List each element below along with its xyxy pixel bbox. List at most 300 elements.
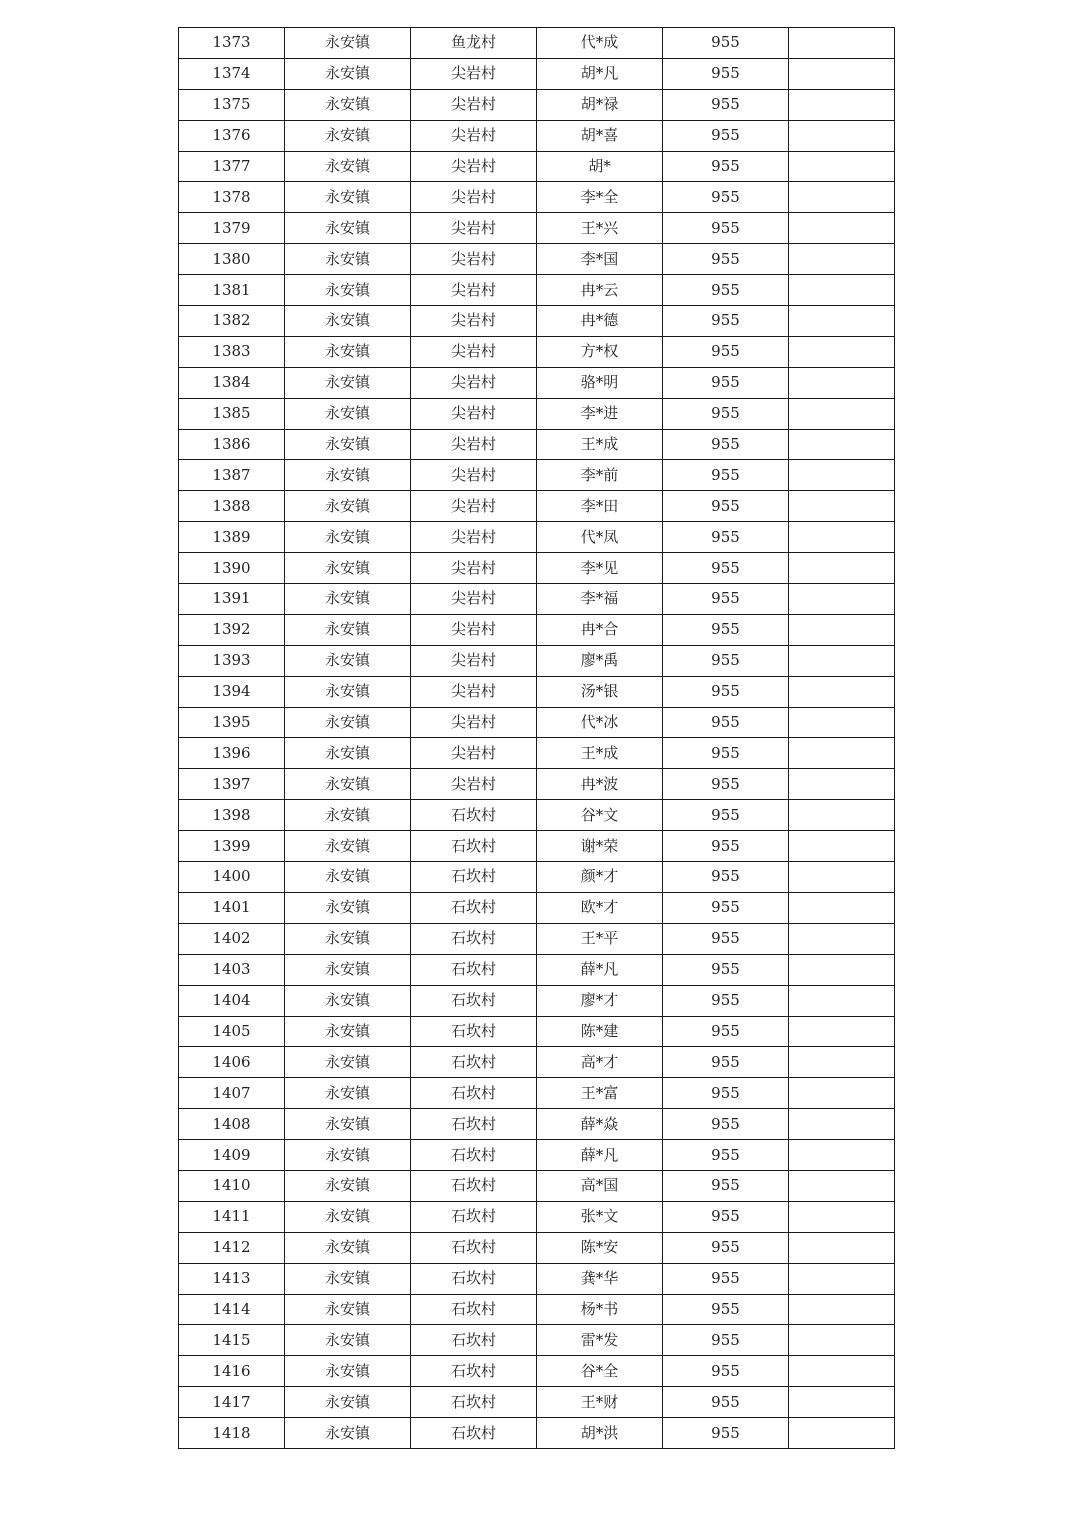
cell-name: 李*国 [537, 244, 663, 275]
cell-name: 高*才 [537, 1047, 663, 1078]
cell-amount: 955 [663, 738, 789, 769]
cell-note [789, 120, 895, 151]
cell-town: 永安镇 [285, 862, 411, 893]
cell-number: 1381 [179, 275, 285, 306]
cell-note [789, 584, 895, 615]
table-row [179, 429, 895, 460]
roster-body [179, 28, 895, 1449]
table-row [179, 244, 895, 275]
cell-number: 1391 [179, 584, 285, 615]
cell-village: 石坎村 [411, 1325, 537, 1356]
cell-note [789, 460, 895, 491]
cell-village: 尖岩村 [411, 429, 537, 460]
cell-amount: 955 [663, 584, 789, 615]
cell-town: 永安镇 [285, 892, 411, 923]
cell-village: 尖岩村 [411, 336, 537, 367]
cell-village: 尖岩村 [411, 244, 537, 275]
cell-town: 永安镇 [285, 522, 411, 553]
cell-village: 尖岩村 [411, 676, 537, 707]
cell-village: 尖岩村 [411, 491, 537, 522]
cell-amount: 955 [663, 306, 789, 337]
cell-note [789, 367, 895, 398]
cell-town: 永安镇 [285, 28, 411, 59]
cell-town: 永安镇 [285, 213, 411, 244]
cell-town: 永安镇 [285, 954, 411, 985]
cell-number: 1385 [179, 398, 285, 429]
cell-town: 永安镇 [285, 460, 411, 491]
cell-amount: 955 [663, 862, 789, 893]
cell-number: 1394 [179, 676, 285, 707]
cell-amount: 955 [663, 1016, 789, 1047]
cell-town: 永安镇 [285, 429, 411, 460]
cell-village: 尖岩村 [411, 151, 537, 182]
table-row [179, 800, 895, 831]
cell-village: 石坎村 [411, 1109, 537, 1140]
cell-number: 1398 [179, 800, 285, 831]
cell-name: 廖*才 [537, 985, 663, 1016]
cell-note [789, 244, 895, 275]
cell-name: 雷*发 [537, 1325, 663, 1356]
cell-village: 石坎村 [411, 1047, 537, 1078]
cell-town: 永安镇 [285, 58, 411, 89]
cell-note [789, 923, 895, 954]
cell-note [789, 614, 895, 645]
cell-note [789, 738, 895, 769]
cell-number: 1399 [179, 831, 285, 862]
table-row [179, 892, 895, 923]
cell-village: 鱼龙村 [411, 28, 537, 59]
cell-amount: 955 [663, 1263, 789, 1294]
cell-village: 石坎村 [411, 1201, 537, 1232]
cell-note [789, 862, 895, 893]
cell-name: 代*凤 [537, 522, 663, 553]
cell-number: 1377 [179, 151, 285, 182]
cell-village: 尖岩村 [411, 769, 537, 800]
cell-note [789, 676, 895, 707]
cell-name: 高*国 [537, 1170, 663, 1201]
cell-village: 尖岩村 [411, 738, 537, 769]
table-row [179, 398, 895, 429]
cell-note [789, 1387, 895, 1418]
cell-number: 1374 [179, 58, 285, 89]
cell-town: 永安镇 [285, 398, 411, 429]
cell-number: 1400 [179, 862, 285, 893]
cell-town: 永安镇 [285, 707, 411, 738]
cell-town: 永安镇 [285, 367, 411, 398]
cell-note [789, 89, 895, 120]
cell-amount: 955 [663, 244, 789, 275]
table-row [179, 1356, 895, 1387]
cell-amount: 955 [663, 491, 789, 522]
cell-number: 1388 [179, 491, 285, 522]
table-row [179, 1294, 895, 1325]
cell-note [789, 892, 895, 923]
cell-amount: 955 [663, 1170, 789, 1201]
table-row [179, 120, 895, 151]
cell-number: 1413 [179, 1263, 285, 1294]
table-row [179, 1387, 895, 1418]
table-row [179, 1016, 895, 1047]
cell-village: 尖岩村 [411, 213, 537, 244]
cell-number: 1397 [179, 769, 285, 800]
cell-name: 谷*文 [537, 800, 663, 831]
cell-name: 李*福 [537, 584, 663, 615]
cell-number: 1411 [179, 1201, 285, 1232]
cell-name: 谷*全 [537, 1356, 663, 1387]
cell-amount: 955 [663, 1109, 789, 1140]
cell-amount: 955 [663, 28, 789, 59]
table-row [179, 336, 895, 367]
cell-village: 尖岩村 [411, 275, 537, 306]
cell-number: 1418 [179, 1418, 285, 1449]
cell-note [789, 985, 895, 1016]
cell-town: 永安镇 [285, 182, 411, 213]
cell-village: 石坎村 [411, 1140, 537, 1171]
cell-village: 石坎村 [411, 1078, 537, 1109]
cell-village: 石坎村 [411, 1418, 537, 1449]
cell-amount: 955 [663, 1078, 789, 1109]
cell-amount: 955 [663, 1294, 789, 1325]
table-row [179, 1232, 895, 1263]
cell-number: 1404 [179, 985, 285, 1016]
cell-note [789, 429, 895, 460]
cell-town: 永安镇 [285, 1109, 411, 1140]
table-row [179, 1078, 895, 1109]
cell-number: 1402 [179, 923, 285, 954]
cell-town: 永安镇 [285, 491, 411, 522]
cell-name: 张*文 [537, 1201, 663, 1232]
cell-note [789, 213, 895, 244]
cell-number: 1410 [179, 1170, 285, 1201]
table-row [179, 923, 895, 954]
table-row [179, 460, 895, 491]
cell-number: 1393 [179, 645, 285, 676]
cell-name: 王*成 [537, 429, 663, 460]
cell-town: 永安镇 [285, 553, 411, 584]
cell-amount: 955 [663, 120, 789, 151]
cell-town: 永安镇 [285, 1078, 411, 1109]
cell-village: 尖岩村 [411, 553, 537, 584]
cell-amount: 955 [663, 1418, 789, 1449]
cell-note [789, 769, 895, 800]
cell-amount: 955 [663, 336, 789, 367]
cell-town: 永安镇 [285, 584, 411, 615]
cell-town: 永安镇 [285, 244, 411, 275]
cell-village: 石坎村 [411, 1232, 537, 1263]
cell-note [789, 707, 895, 738]
table-row [179, 151, 895, 182]
cell-name: 颜*才 [537, 862, 663, 893]
cell-note [789, 831, 895, 862]
cell-number: 1386 [179, 429, 285, 460]
table-row [179, 985, 895, 1016]
table-row [179, 1109, 895, 1140]
cell-town: 永安镇 [285, 1047, 411, 1078]
cell-town: 永安镇 [285, 800, 411, 831]
cell-name: 王*富 [537, 1078, 663, 1109]
cell-number: 1389 [179, 522, 285, 553]
cell-name: 胡*凡 [537, 58, 663, 89]
cell-name: 骆*明 [537, 367, 663, 398]
cell-village: 尖岩村 [411, 614, 537, 645]
cell-number: 1396 [179, 738, 285, 769]
table-row [179, 1047, 895, 1078]
table-row [179, 584, 895, 615]
cell-town: 永安镇 [285, 1170, 411, 1201]
cell-note [789, 522, 895, 553]
cell-town: 永安镇 [285, 645, 411, 676]
cell-amount: 955 [663, 676, 789, 707]
cell-village: 尖岩村 [411, 120, 537, 151]
cell-town: 永安镇 [285, 1016, 411, 1047]
cell-amount: 955 [663, 522, 789, 553]
cell-note [789, 1263, 895, 1294]
cell-note [789, 1078, 895, 1109]
table-row [179, 1140, 895, 1171]
table-row [179, 645, 895, 676]
table-row [179, 522, 895, 553]
table-row [179, 58, 895, 89]
table-row [179, 213, 895, 244]
cell-name: 胡* [537, 151, 663, 182]
cell-number: 1412 [179, 1232, 285, 1263]
cell-number: 1379 [179, 213, 285, 244]
cell-number: 1395 [179, 707, 285, 738]
table-row [179, 1201, 895, 1232]
cell-village: 尖岩村 [411, 306, 537, 337]
cell-town: 永安镇 [285, 1418, 411, 1449]
cell-name: 龚*华 [537, 1263, 663, 1294]
cell-village: 石坎村 [411, 923, 537, 954]
table-row [179, 306, 895, 337]
cell-amount: 955 [663, 1140, 789, 1171]
cell-number: 1376 [179, 120, 285, 151]
table-row [179, 367, 895, 398]
cell-amount: 955 [663, 923, 789, 954]
cell-note [789, 1140, 895, 1171]
cell-village: 石坎村 [411, 1170, 537, 1201]
cell-name: 廖*禹 [537, 645, 663, 676]
table-row [179, 553, 895, 584]
cell-number: 1375 [179, 89, 285, 120]
cell-number: 1405 [179, 1016, 285, 1047]
cell-name: 欧*才 [537, 892, 663, 923]
cell-number: 1416 [179, 1356, 285, 1387]
cell-number: 1383 [179, 336, 285, 367]
cell-town: 永安镇 [285, 738, 411, 769]
cell-note [789, 1232, 895, 1263]
cell-name: 谢*荣 [537, 831, 663, 862]
table-row [179, 89, 895, 120]
table-row [179, 831, 895, 862]
cell-village: 尖岩村 [411, 89, 537, 120]
cell-town: 永安镇 [285, 306, 411, 337]
table-row [179, 614, 895, 645]
cell-amount: 955 [663, 707, 789, 738]
cell-note [789, 1294, 895, 1325]
cell-town: 永安镇 [285, 614, 411, 645]
cell-name: 薛*凡 [537, 954, 663, 985]
table-row [179, 769, 895, 800]
cell-note [789, 1047, 895, 1078]
cell-amount: 955 [663, 182, 789, 213]
cell-name: 李*进 [537, 398, 663, 429]
cell-number: 1384 [179, 367, 285, 398]
cell-number: 1417 [179, 1387, 285, 1418]
cell-number: 1407 [179, 1078, 285, 1109]
cell-name: 冉*德 [537, 306, 663, 337]
table-row [179, 1325, 895, 1356]
cell-amount: 955 [663, 985, 789, 1016]
table-row [179, 275, 895, 306]
cell-amount: 955 [663, 1232, 789, 1263]
cell-name: 王*财 [537, 1387, 663, 1418]
cell-village: 尖岩村 [411, 645, 537, 676]
cell-village: 石坎村 [411, 1387, 537, 1418]
roster-table [178, 27, 895, 1449]
cell-name: 冉*云 [537, 275, 663, 306]
cell-town: 永安镇 [285, 1356, 411, 1387]
cell-village: 石坎村 [411, 862, 537, 893]
table-row [179, 1263, 895, 1294]
cell-number: 1401 [179, 892, 285, 923]
cell-number: 1403 [179, 954, 285, 985]
cell-town: 永安镇 [285, 676, 411, 707]
cell-village: 石坎村 [411, 831, 537, 862]
cell-village: 石坎村 [411, 954, 537, 985]
cell-note [789, 491, 895, 522]
cell-amount: 955 [663, 1356, 789, 1387]
cell-amount: 955 [663, 213, 789, 244]
cell-town: 永安镇 [285, 275, 411, 306]
cell-name: 王*平 [537, 923, 663, 954]
cell-name: 胡*禄 [537, 89, 663, 120]
cell-name: 胡*喜 [537, 120, 663, 151]
cell-note [789, 275, 895, 306]
cell-note [789, 1109, 895, 1140]
table-row [179, 862, 895, 893]
cell-amount: 955 [663, 58, 789, 89]
cell-amount: 955 [663, 89, 789, 120]
cell-amount: 955 [663, 769, 789, 800]
cell-village: 尖岩村 [411, 367, 537, 398]
cell-town: 永安镇 [285, 1201, 411, 1232]
cell-name: 冉*合 [537, 614, 663, 645]
cell-town: 永安镇 [285, 1325, 411, 1356]
cell-name: 杨*书 [537, 1294, 663, 1325]
cell-village: 尖岩村 [411, 182, 537, 213]
cell-village: 石坎村 [411, 985, 537, 1016]
cell-note [789, 58, 895, 89]
cell-amount: 955 [663, 460, 789, 491]
cell-name: 薛*焱 [537, 1109, 663, 1140]
cell-amount: 955 [663, 831, 789, 862]
cell-name: 陈*安 [537, 1232, 663, 1263]
table-row [179, 738, 895, 769]
cell-number: 1382 [179, 306, 285, 337]
cell-note [789, 1356, 895, 1387]
table-row [179, 1170, 895, 1201]
cell-name: 陈*建 [537, 1016, 663, 1047]
cell-town: 永安镇 [285, 151, 411, 182]
cell-town: 永安镇 [285, 120, 411, 151]
cell-note [789, 1201, 895, 1232]
cell-name: 王*成 [537, 738, 663, 769]
cell-number: 1409 [179, 1140, 285, 1171]
cell-village: 石坎村 [411, 892, 537, 923]
cell-town: 永安镇 [285, 1232, 411, 1263]
cell-note [789, 954, 895, 985]
cell-note [789, 645, 895, 676]
cell-village: 石坎村 [411, 1263, 537, 1294]
cell-number: 1414 [179, 1294, 285, 1325]
cell-town: 永安镇 [285, 985, 411, 1016]
cell-note [789, 1418, 895, 1449]
cell-village: 尖岩村 [411, 584, 537, 615]
cell-name: 王*兴 [537, 213, 663, 244]
cell-amount: 955 [663, 553, 789, 584]
cell-number: 1392 [179, 614, 285, 645]
cell-amount: 955 [663, 275, 789, 306]
cell-note [789, 182, 895, 213]
cell-note [789, 800, 895, 831]
cell-number: 1373 [179, 28, 285, 59]
cell-town: 永安镇 [285, 1140, 411, 1171]
cell-village: 尖岩村 [411, 707, 537, 738]
cell-town: 永安镇 [285, 769, 411, 800]
cell-number: 1390 [179, 553, 285, 584]
table-row [179, 491, 895, 522]
cell-note [789, 151, 895, 182]
cell-name: 冉*波 [537, 769, 663, 800]
cell-name: 李*见 [537, 553, 663, 584]
cell-number: 1406 [179, 1047, 285, 1078]
table-row [179, 28, 895, 59]
cell-amount: 955 [663, 954, 789, 985]
cell-town: 永安镇 [285, 1263, 411, 1294]
table-row [179, 182, 895, 213]
cell-amount: 955 [663, 1387, 789, 1418]
cell-note [789, 336, 895, 367]
cell-amount: 955 [663, 800, 789, 831]
cell-note [789, 1325, 895, 1356]
cell-note [789, 398, 895, 429]
cell-amount: 955 [663, 1047, 789, 1078]
cell-name: 汤*银 [537, 676, 663, 707]
cell-town: 永安镇 [285, 336, 411, 367]
cell-name: 李*全 [537, 182, 663, 213]
cell-town: 永安镇 [285, 89, 411, 120]
cell-number: 1380 [179, 244, 285, 275]
cell-name: 胡*洪 [537, 1418, 663, 1449]
cell-village: 石坎村 [411, 1016, 537, 1047]
cell-amount: 955 [663, 614, 789, 645]
cell-name: 代*冰 [537, 707, 663, 738]
cell-amount: 955 [663, 645, 789, 676]
cell-number: 1378 [179, 182, 285, 213]
cell-amount: 955 [663, 429, 789, 460]
cell-village: 尖岩村 [411, 398, 537, 429]
cell-town: 永安镇 [285, 923, 411, 954]
cell-village: 尖岩村 [411, 460, 537, 491]
cell-village: 石坎村 [411, 800, 537, 831]
cell-number: 1408 [179, 1109, 285, 1140]
cell-village: 石坎村 [411, 1294, 537, 1325]
cell-village: 尖岩村 [411, 58, 537, 89]
cell-amount: 955 [663, 892, 789, 923]
cell-amount: 955 [663, 367, 789, 398]
cell-name: 李*前 [537, 460, 663, 491]
